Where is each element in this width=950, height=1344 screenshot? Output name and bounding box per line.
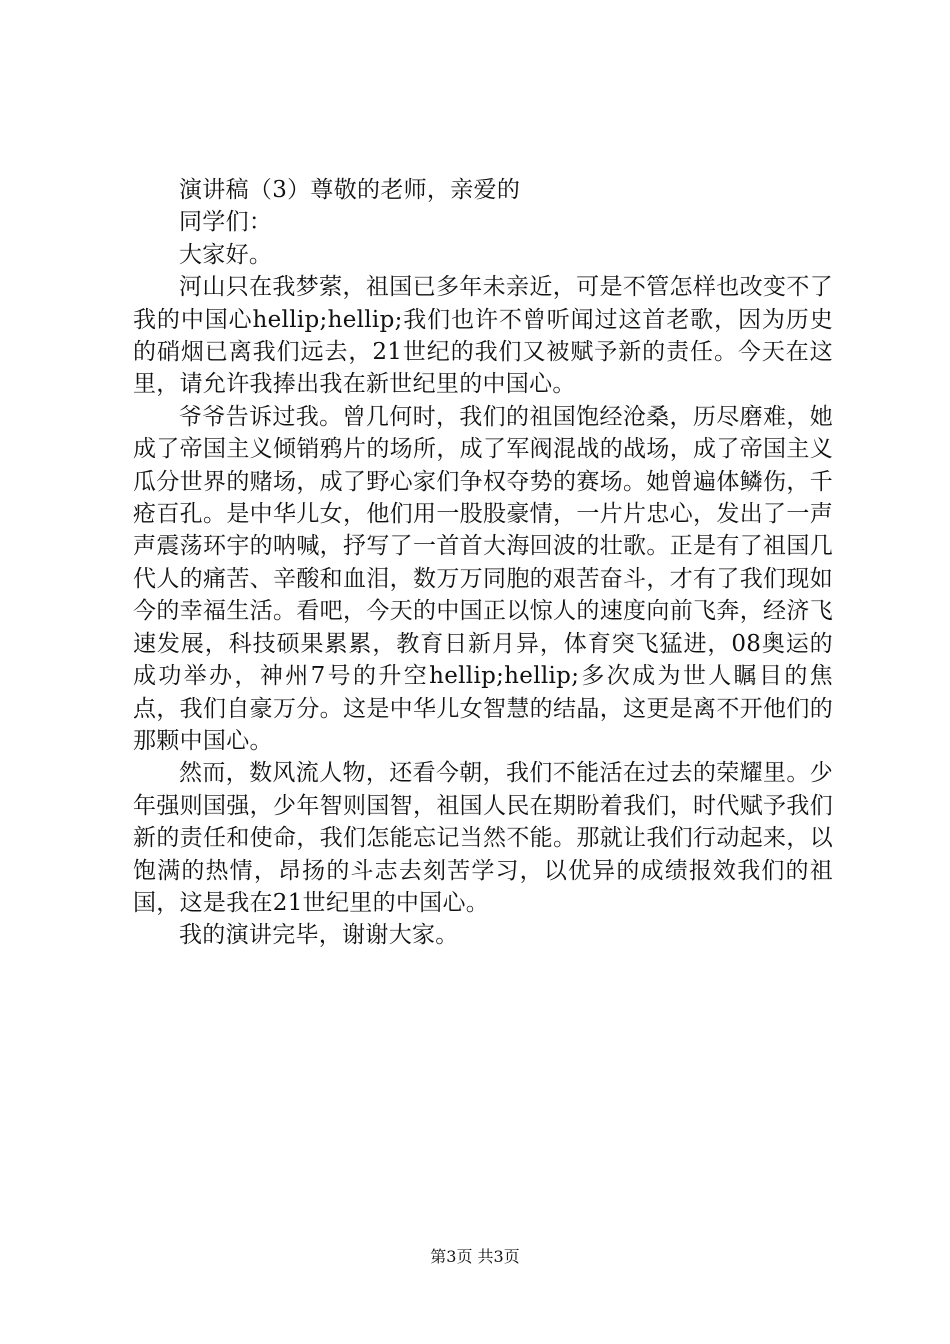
salutation-line: 同学们： xyxy=(179,209,273,236)
paragraph-history: 爷爷告诉过我。曾几何时，我们的祖国饱经沧桑，历尽磨难，她成了帝国主义倾销鸦片的场所，成了军阀混战的战场，成了帝国主义瓜分世界的赌场，成了野心家们争权夺势的赛场。她曾遍体鳞伤，千疮百孔。是中华儿女，他们用一股股豪情，一片片忠心，发出了一声声震荡环宇的呐喊，抒写了一首首大海回波的壮歌。正是有了祖国几代人的痛苦、辛酸和血泪，数万万同胞的艰苦奋斗，才有了我们现如今的幸福生活。看吧，今天的中国正以惊人的速度向前飞奔，经济飞速发展，科技硕果累累，教育日新月异，体育突飞猛进，08奥运的成功举办，神州7号的升空hellip;hellip;多次成为世人瞩目的焦点，我们自豪万分。这是中华儿女智慧的结晶，这更是离不开他们的那颗中国心。 xyxy=(133,403,833,754)
heading-line: 演讲稿（3）尊敬的老师，亲爱的 xyxy=(179,177,521,203)
greeting-line: 大家好。 xyxy=(179,241,273,268)
paragraph-call-to-action: 然而，数风流人物，还看今朝，我们不能活在过去的荣耀里。少年强则国强，少年智则国智，祖国人民在期盼着我们，时代赋予我们新的责任和使命，我们怎能忘记当然不能。那就让我们行动起来，以饱满的热情，昂扬的斗志去刻苦学习，以优异的成绩报效我们的祖国，这是我在21世纪里的中国心。 xyxy=(133,760,833,916)
document-body xyxy=(133,174,833,952)
page-footer: 第3页 共3页 xyxy=(430,1247,520,1266)
closing-line: 我的演讲完毕，谢谢大家。 xyxy=(179,922,459,949)
paragraph-opening: 河山只在我梦萦，祖国已多年未亲近，可是不管怎样也改变不了我的中国心hellip;hellip;我们也许不曾听闻过这首老歌，因为历史的硝烟已离我们远去，21世纪的我们又被赋予新的责任。今天在这里，请允许我捧出我在新世纪里的中国心。 xyxy=(133,274,833,398)
